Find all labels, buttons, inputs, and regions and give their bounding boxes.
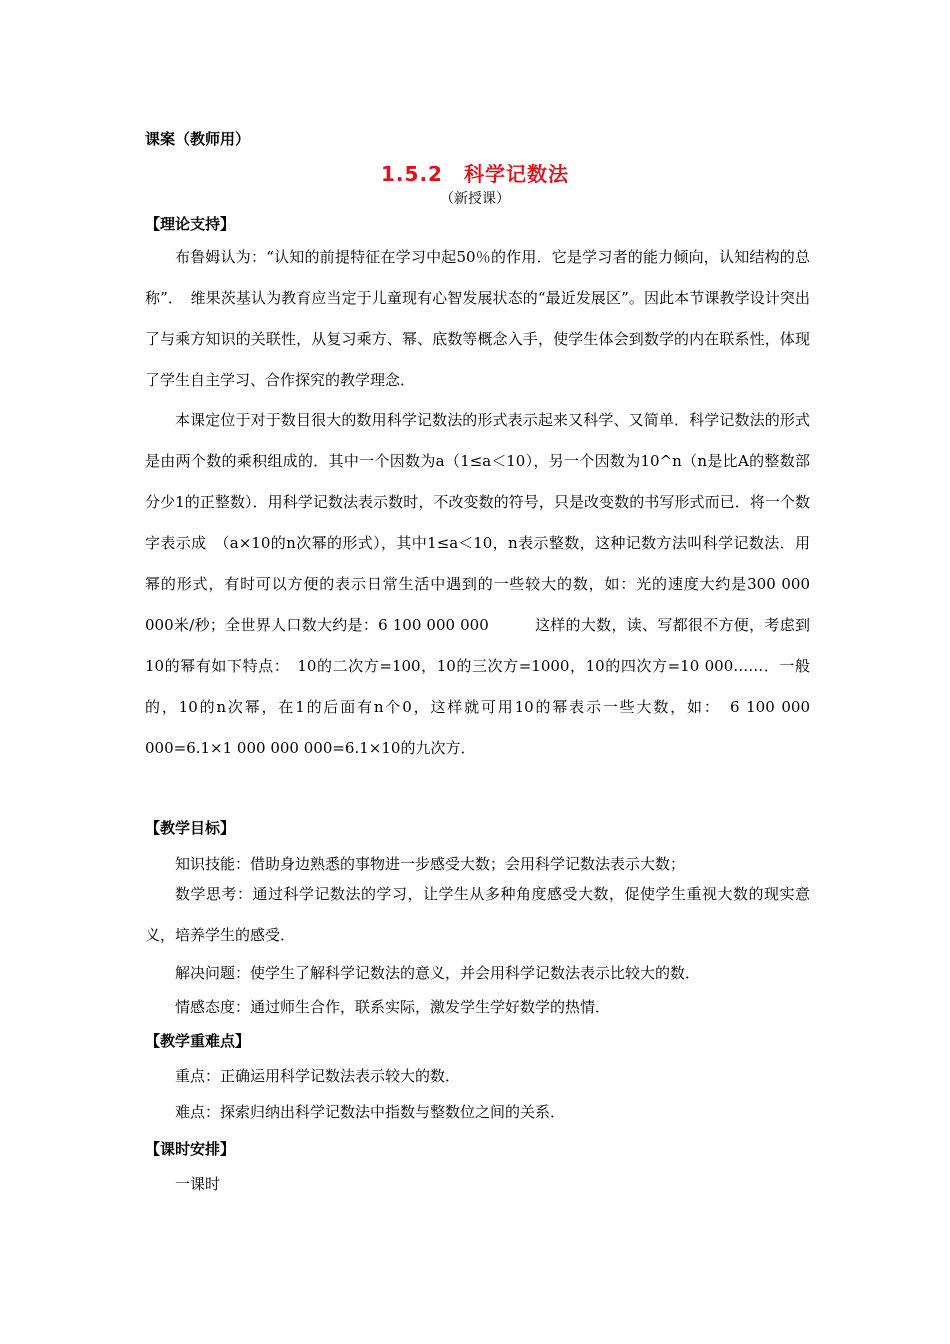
lesson-title: 1.5.2 科学记数法 bbox=[381, 162, 569, 186]
difficult-point: 难点：探索归纳出科学记数法中指数与整数位之间的关系． bbox=[175, 1103, 566, 1121]
theory-paragraph-2: 本课定位于对于数目很大的数用科学记数法的形式表示起来又科学、又简单．科学记数法的形式是由两个数的乘积组成的．其中一个因数为a（1≤a＜10），另一个因数为10^n（n是比A的整数部分少1的正整数）．用科学记数法表示数时，不改变数的符号，只是改变数的书写形式而已．将一个数字表示成 （a×10的n次幂的形式），其中1≤a＜10，n表示整数，这种记数方法叫科学记数法．用幂的形式，有时可以方便的表示日常生活中遇到的一些较大的数，如：光的速度大约是300 000 000米/秒；全世界人口数大约是：6 100 000 000 这样的大数，读、写都很不方便，考虑到10的幂有如下特点： 10的二次方=100，10的三次方=1000，10的四次方=10 000……．一般的，10的n次幂，在1的后面有n个0，这样就可用10的幂表示一些大数，如： 6 100 000 000=6.1×1 000 000 000=6.1×10的九次方． bbox=[145, 411, 815, 757]
goal-thinking: 数学思考：通过科学记数法的学习，让学生从多种角度感受大数，促使学生重视大数的现实意义，培养学生的感受． bbox=[145, 885, 810, 944]
doc-label: 课案（教师用） bbox=[145, 130, 251, 148]
heading-goals: 【教学目标】 bbox=[145, 819, 236, 837]
heading-schedule: 【课时安排】 bbox=[145, 1140, 236, 1158]
goal-knowledge: 知识技能：借助身边熟悉的事物进一步感受大数；会用科学记数法表示大数； bbox=[175, 855, 686, 873]
goal-emotion: 情感态度：通过师生合作，联系实际，激发学生学好数学的热情． bbox=[175, 998, 611, 1016]
theory-paragraph-1: 布鲁姆认为：“认知的前提特征在学习中起50％的作用．它是学习者的能力倾向，认知结构的总称”． 维果茨基认为教育应当定于儿童现有心智发展状态的“最近发展区”。因此本节课教学设计突出了与乘方知识的关联性，从复习乘方、幂、底数等概念入手，使学生体会到数学的内在联系性，体现了学生自主学习、合作探究的教学理念． bbox=[145, 248, 810, 389]
heading-key-points: 【教学重难点】 bbox=[145, 1032, 251, 1050]
schedule-value: 一课时 bbox=[175, 1175, 221, 1193]
lesson-subtitle: （新授课） bbox=[440, 191, 510, 207]
goal-problem: 解决问题：使学生了解科学记数法的意义，并会用科学记数法表示比较大的数． bbox=[175, 964, 701, 982]
key-point: 重点：正确运用科学记数法表示较大的数． bbox=[175, 1067, 461, 1085]
heading-theory: 【理论支持】 bbox=[145, 215, 236, 233]
